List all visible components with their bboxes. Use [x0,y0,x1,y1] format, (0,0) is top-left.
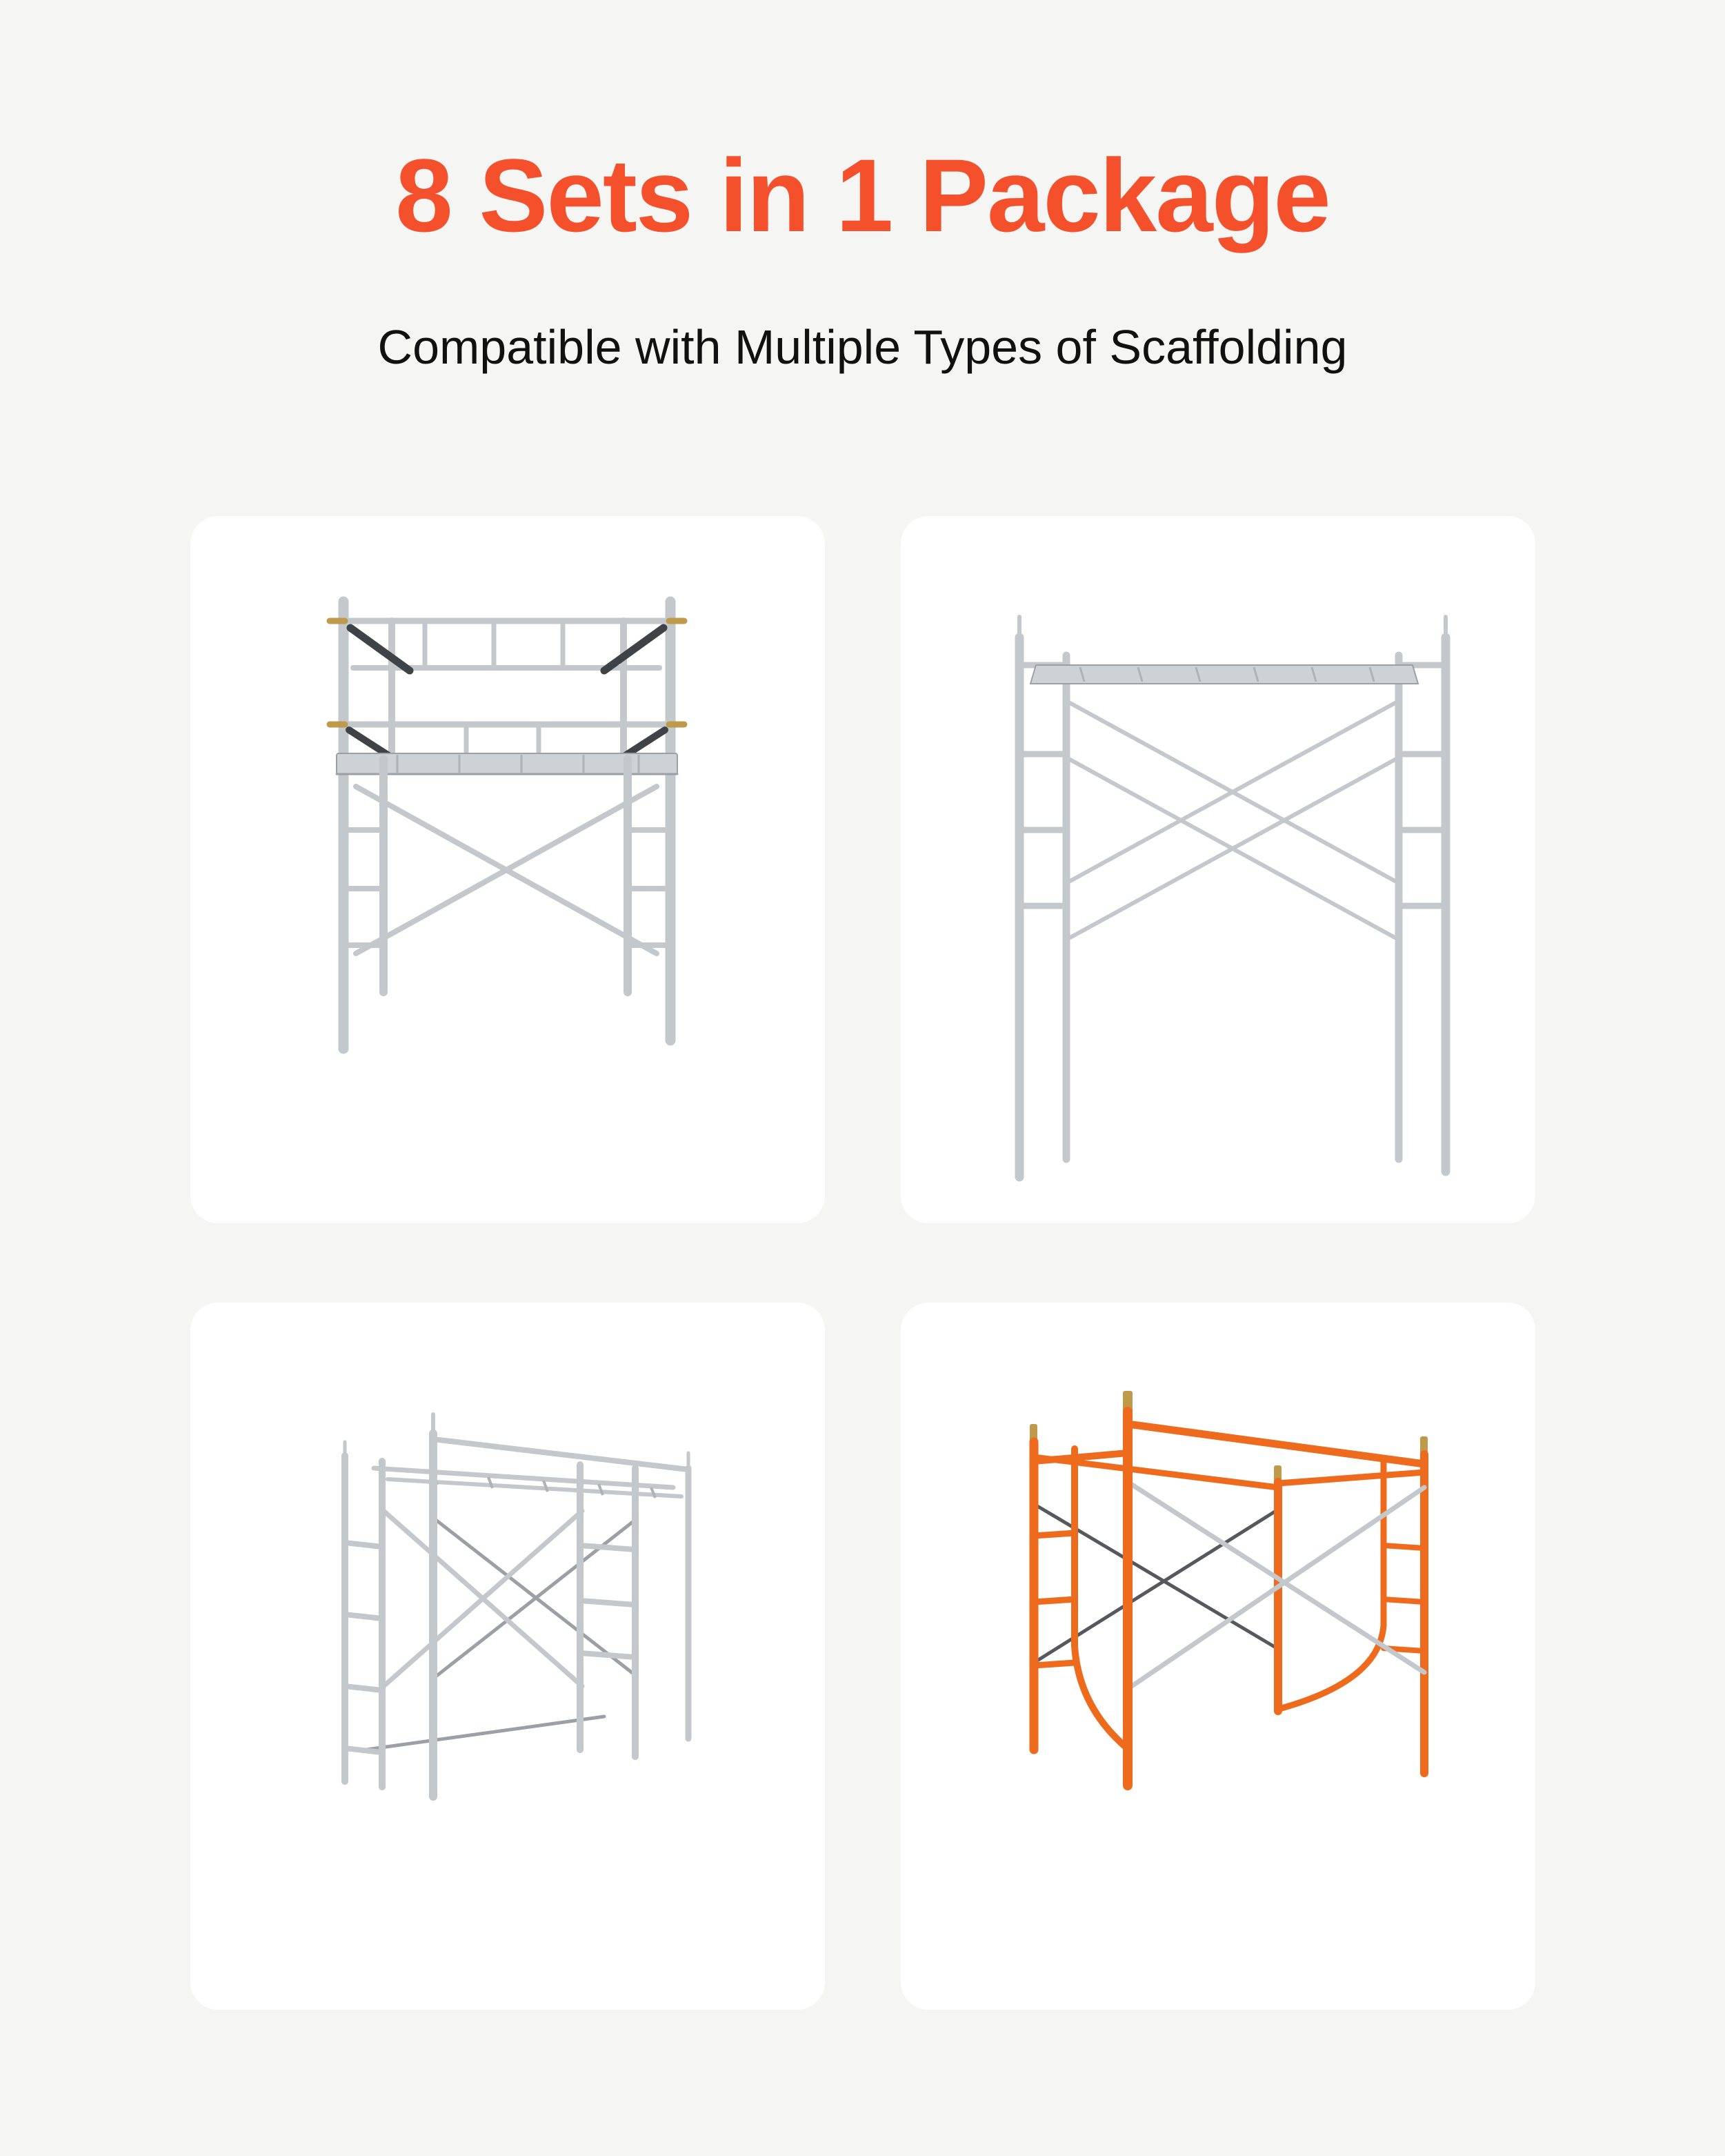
page-title: 8 Sets in 1 Package [395,137,1330,253]
front-cross-braces [382,1510,582,1688]
scaffold-image-tower-guardrail [190,516,825,1223]
near-frame [1030,1391,1133,1786]
header [0,0,1725,375]
scaffold-card-1 [190,516,825,1223]
far-frame [1274,1436,1428,1773]
platform-deck [1030,665,1418,684]
brass-clamps [330,621,684,724]
scaffold-image-orange-frame [901,1303,1535,2010]
end-frames [1019,617,1446,1177]
back-cross-braces [1034,1504,1278,1663]
top-deck [374,1439,688,1498]
page-subtitle: Compatible with Multiple Types of Scaffolding [377,319,1348,374]
scaffold-image-ladder-frame [901,516,1535,1223]
ladder-rungs [343,830,670,945]
scaffold-card-3 [190,1303,825,2010]
back-cross-braces [366,1518,635,1750]
scaffold-card-2 [901,516,1535,1223]
cross-braces [1066,701,1399,940]
product-grid [190,516,1535,2010]
scaffold-image-perspective-frame [190,1303,825,2010]
ladder-rungs [1019,754,1446,906]
lower-frame [356,759,657,992]
scaffold-card-4 [901,1303,1535,2010]
far-frame [580,1453,688,1757]
